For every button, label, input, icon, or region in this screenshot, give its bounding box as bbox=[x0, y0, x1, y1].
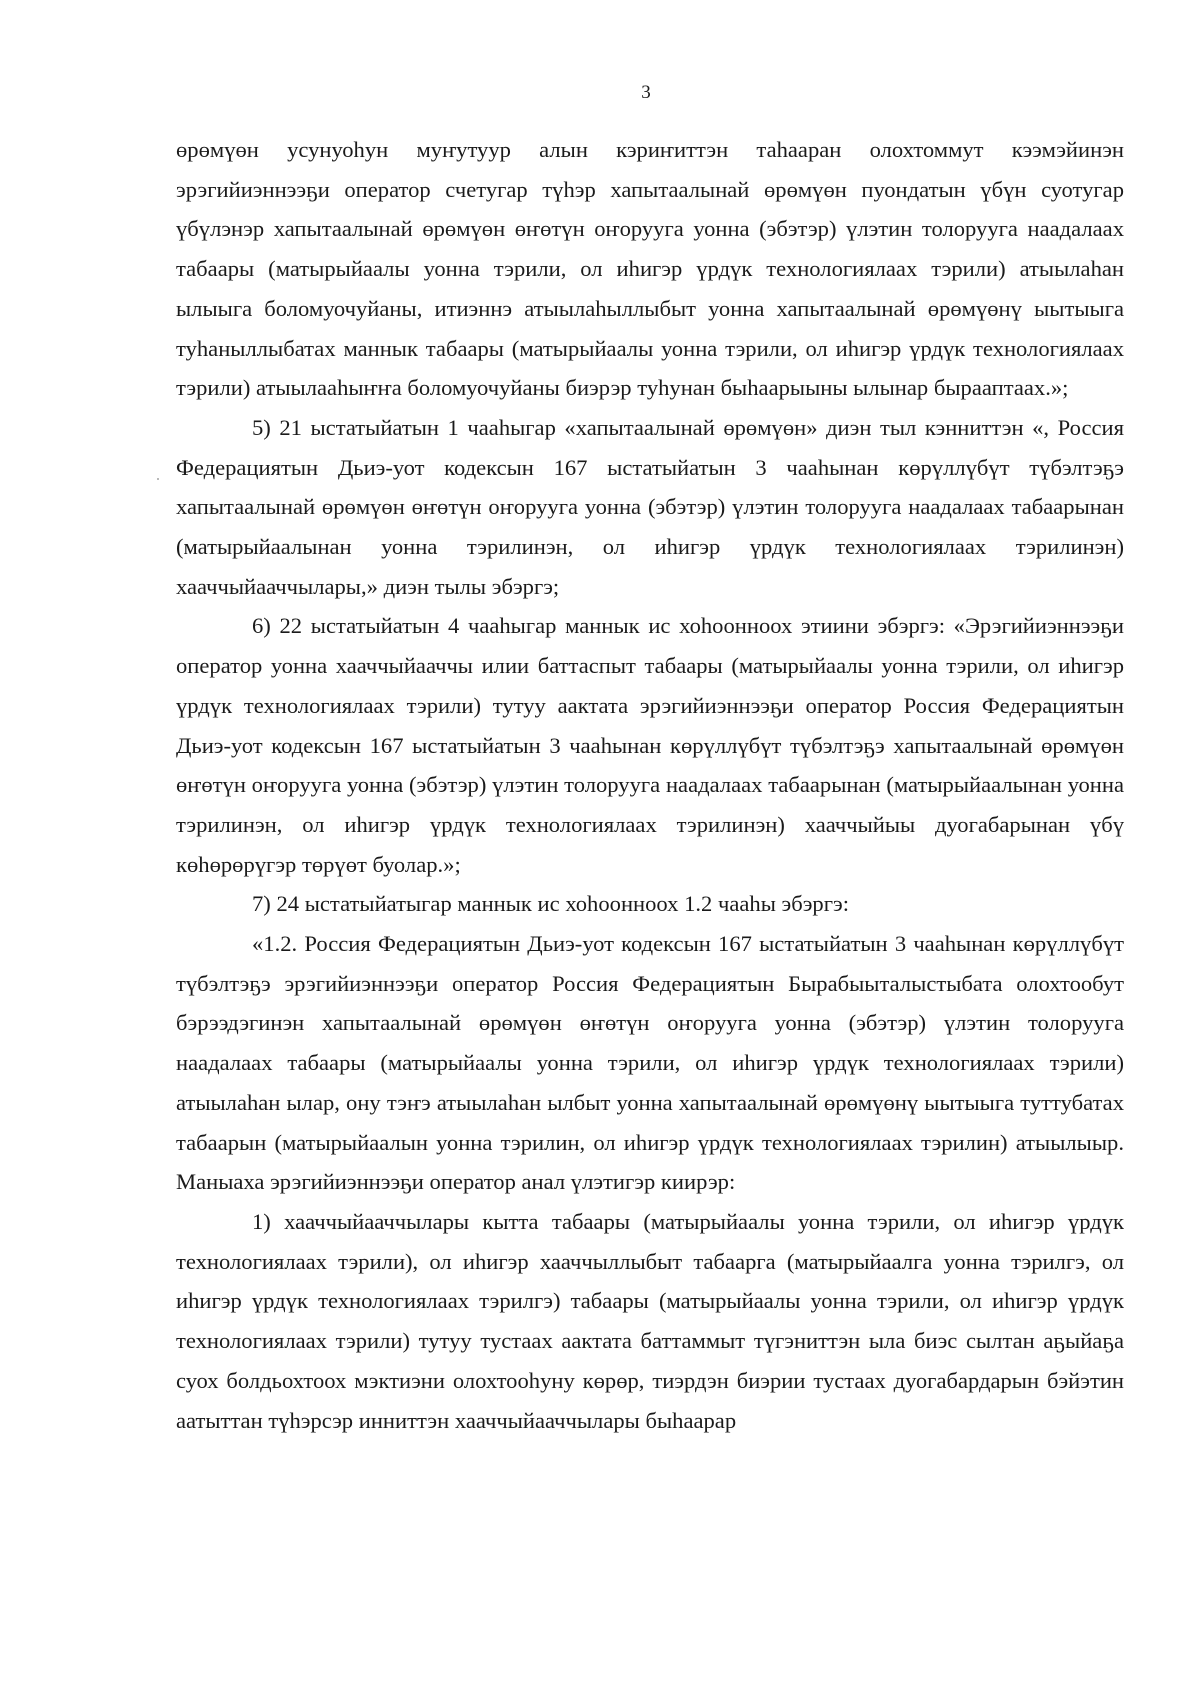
document-body bbox=[176, 130, 1124, 1440]
page-number: 3 bbox=[641, 82, 651, 103]
paragraph-item-7: 7) 24 ыстатыйатыгар маннык ис хоһоонноох 1.2 чааһы эбэргэ: bbox=[252, 891, 849, 917]
paragraph-clause-1-2: «1.2. Россия Федерациятын Дьиэ-уот кодексын 167 ыстатыйатын 3 чааһынан көрүллүбүт түбэлтэҕэ эрэгийиэннээҕи оператор Россия Федерациятын Бырабыыталыстыбата олохтообут бэрээдэгинэн хапытаалынай өрөмүөн өҥөтүн оҥорууга уонна (эбэтэр) үлэтин толорууга наадалаах табаары (матырыйаалы уонна тэрили, ол иһигэр үрдүк технологиялаах тэрили) атыылаһан ылар, ону тэҥэ атыылаһан ылбыт уонна хапытаалынай өрөмүөнү ыытыыга туттубатах табаарын (матырыйаалын уонна тэрилин, ол иһигэр үрдүк технологиялаах тэрилин) атыылыыр. Маныаха эрэгийиэннээҕи оператор анал үлэтигэр киирэр: bbox=[176, 931, 1124, 1195]
paragraph-item-5: 5) 21 ыстатыйатын 1 чааһыгар «хапытаалынай өрөмүөн» диэн тыл кэнниттэн «, Россия Федерациятын Дьиэ-уот кодексын 167 ыстатыйатын 3 чааһынан көрүллүбүт түбэлтэҕэ хапытаалынай өрөмүөн өҥөтүн оҥорууга уонна (эбэтэр) үлэтин толорууга наадалаах табаарынан (матырыйаалынан уонна тэрилинэн, ол иһигэр үрдүк технологиялаах тэрилинэн) хааччыйааччылары,» диэн тылы эбэргэ; bbox=[176, 414, 1124, 599]
paragraph-subitem-1: 1) хааччыйааччылары кытта табаары (матырыйаалы уонна тэрили, ол иһигэр үрдүк технологиялаах тэрили), ол иһигэр хааччыллыбыт табаарга (матырыйаалга уонна тэрилгэ, ол иһигэр үрдүк технологиялаах тэрилгэ) табаары (матырыйаалы уонна тэрили, ол иһигэр үрдүк технологиялаах тэрили) тутуу тустаах аактата баттаммыт түгэниттэн ыла биэс сылтан аҕыйаҕа суох болдьохтоох мэктиэни олохтооһуну көрөр, тиэрдэн биэрии тустаах дуогабардарын бэйэтин аатыттан түһэрсэр инниттэн хааччыйааччылары быһаарар bbox=[176, 1208, 1124, 1433]
paragraph-item-6: 6) 22 ыстатыйатын 4 чааһыгар маннык ис хоһоонноох этиини эбэргэ: «Эрэгийиэннээҕи оператор уонна хааччыйааччы илии баттаспыт табаары (матырыйаалы уонна тэрили, ол иһигэр үрдүк технологиялаах тэрили) тутуу аактата эрэгийиэннээҕи оператор Россия Федерациятын Дьиэ-уот кодексын 167 ыстатыйатын 3 чааһынан көрүллүбүт түбэлтэҕэ хапытаалынай өрөмүөн өҥөтүн оҥорууга уонна (эбэтэр) үлэтин толорууга наадалаах табаарынан (матырыйаалынан уонна тэрилинэн, ол иһигэр үрдүк технологиялаах тэрилинэн) хааччыйыы дуогабарынан үбү көһөрөрүгэр төрүөт буолар.»; bbox=[176, 613, 1124, 877]
scan-speck bbox=[157, 478, 159, 480]
paragraph-continued: өрөмүөн усунуоһун муҥутуур алын кэриҥиттэн таһааран олохтоммут кээмэйинэн эрэгийиэннээҕи оператор счетугар түһэр хапытаалынай өрөмүөн пуондатын үбүн суотугар үбүлэнэр хапытаалынай өрөмүөн өҥөтүн оҥорууга уонна (эбэтэр) үлэтин толорууга наадалаах табаары (матырыйаалы уонна тэрили, ол иһигэр үрдүк технологиялаах тэрили) атыылаһан ылыыга боломуочуйаны, итиэннэ атыылаһыллыбыт уонна хапытаалынай өрөмүөнү ыытыыга туһаныллыбатах маннык табаары (матырыйаалы уонна тэрили, ол иһигэр үрдүк технологиялаах тэрили) атыылааһыҥҥа боломуочуйаны биэрэр туһунан быһаарыыны ылынар бырааптаах.»; bbox=[176, 137, 1124, 401]
